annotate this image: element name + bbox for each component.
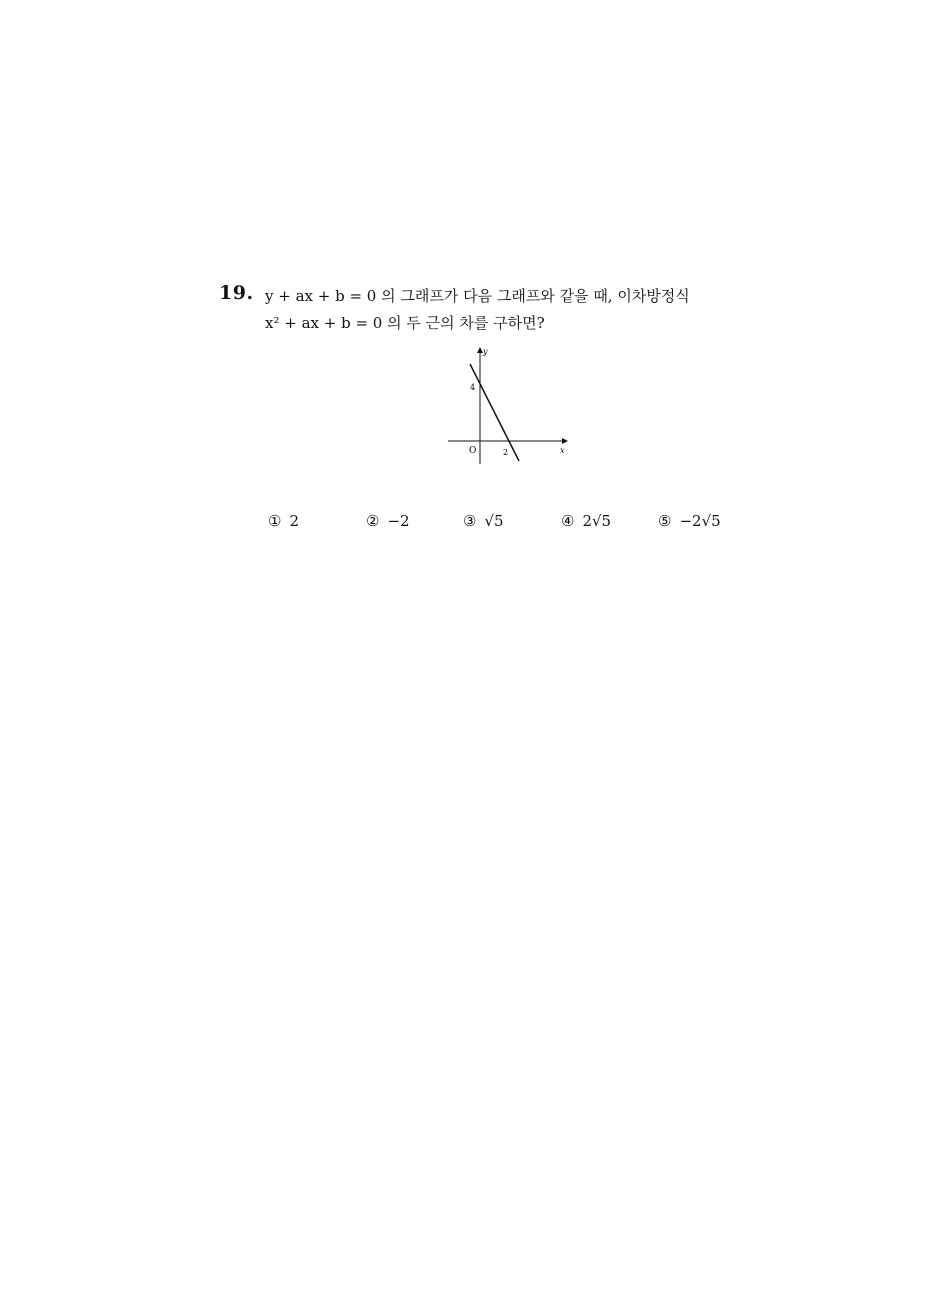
graph-line <box>470 364 519 461</box>
choice-text: √5 <box>484 512 504 530</box>
choice-5[interactable] <box>658 512 721 530</box>
choice-marker: ③ <box>463 512 477 530</box>
choice-text: −2√5 <box>679 512 721 530</box>
choice-2[interactable] <box>366 512 410 530</box>
y-intercept-label: 4 <box>470 383 476 392</box>
y-axis-label: y <box>483 347 488 356</box>
choice-marker: ② <box>366 512 380 530</box>
problem-number: 19. <box>219 282 254 304</box>
answer-choices <box>268 512 738 536</box>
x-intercept-label: 2 <box>503 448 509 457</box>
origin-label: O <box>469 446 477 456</box>
choice-marker: ① <box>268 512 282 530</box>
choice-4[interactable] <box>561 512 611 530</box>
choice-text: 2 <box>289 512 299 530</box>
linear-graph <box>446 344 576 469</box>
choice-marker: ⑤ <box>658 512 672 530</box>
choice-3[interactable] <box>463 512 504 530</box>
problem-text-line-2: x² + ax + b = 0 의 두 근의 차를 구하면? <box>265 314 545 332</box>
choice-marker: ④ <box>561 512 575 530</box>
problem-text-line-1: y + ax + b = 0 의 그래프가 다음 그래프와 같을 때, 이차방정식 <box>265 287 690 305</box>
choice-text: 2√5 <box>582 512 612 530</box>
choice-text: −2 <box>387 512 410 530</box>
choice-1[interactable] <box>268 512 299 530</box>
x-axis-label: x <box>560 446 565 455</box>
